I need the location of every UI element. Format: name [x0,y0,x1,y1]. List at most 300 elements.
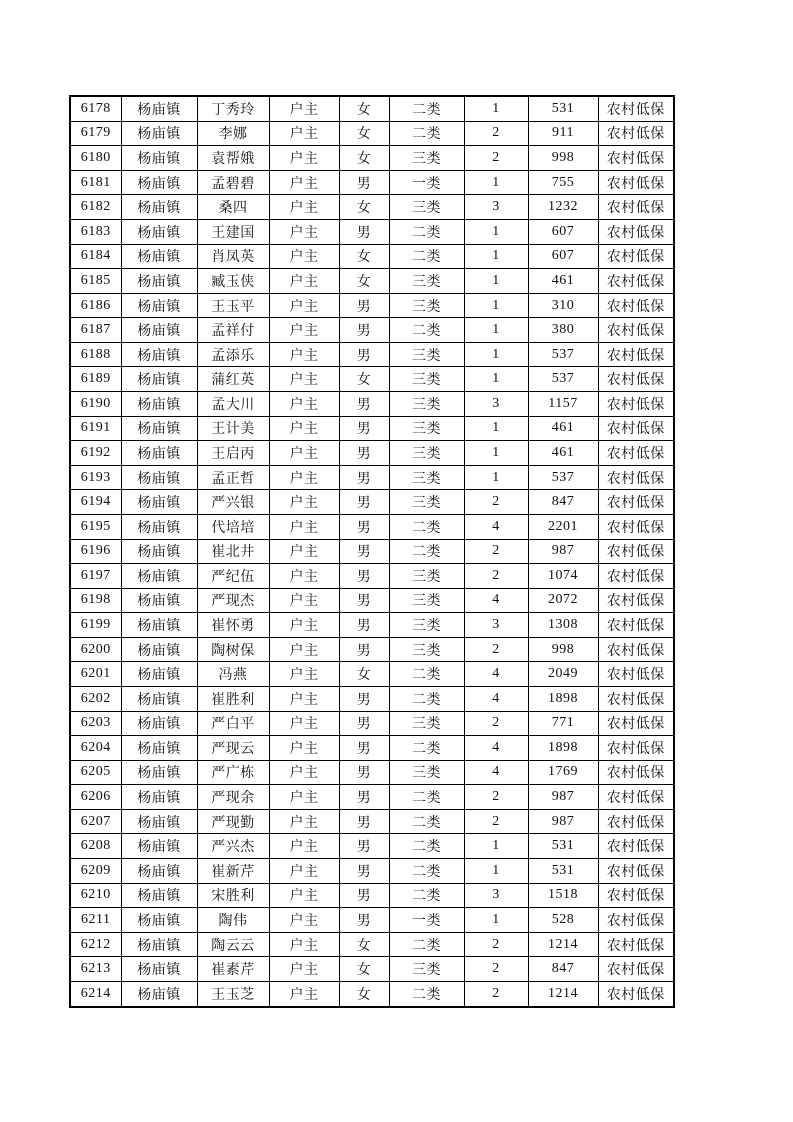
cell-relation: 户主 [269,883,339,908]
cell-town: 杨庙镇 [121,859,197,884]
cell-town: 杨庙镇 [121,195,197,220]
cell-id: 6205 [70,760,121,785]
cell-benefit-type: 农村低保 [598,318,674,343]
cell-amount: 607 [528,219,598,244]
cell-id: 6195 [70,514,121,539]
cell-id: 6194 [70,490,121,515]
cell-id: 6185 [70,269,121,294]
cell-relation: 户主 [269,269,339,294]
cell-category: 三类 [389,342,464,367]
table-row [70,465,674,490]
cell-category: 二类 [389,514,464,539]
cell-id: 6203 [70,711,121,736]
table-row [70,490,674,515]
cell-benefit-type: 农村低保 [598,342,674,367]
cell-id: 6209 [70,859,121,884]
cell-gender: 男 [339,588,389,613]
cell-gender: 男 [339,342,389,367]
cell-category: 二类 [389,785,464,810]
cell-persons: 2 [464,711,528,736]
cell-benefit-type: 农村低保 [598,785,674,810]
cell-name: 严现勤 [197,809,269,834]
cell-persons: 1 [464,244,528,269]
cell-town: 杨庙镇 [121,121,197,146]
cell-gender: 女 [339,195,389,220]
cell-amount: 461 [528,416,598,441]
cell-id: 6186 [70,293,121,318]
cell-category: 三类 [389,588,464,613]
cell-category: 三类 [389,564,464,589]
cell-gender: 女 [339,957,389,982]
table-row [70,637,674,662]
cell-name: 崔素芹 [197,957,269,982]
cell-category: 二类 [389,662,464,687]
cell-id: 6197 [70,564,121,589]
cell-amount: 531 [528,859,598,884]
cell-category: 三类 [389,465,464,490]
cell-id: 6182 [70,195,121,220]
cell-gender: 女 [339,932,389,957]
cell-name: 代培培 [197,514,269,539]
cell-persons: 1 [464,170,528,195]
cell-amount: 755 [528,170,598,195]
cell-benefit-type: 农村低保 [598,613,674,638]
cell-town: 杨庙镇 [121,711,197,736]
cell-gender: 男 [339,293,389,318]
cell-gender: 男 [339,219,389,244]
cell-persons: 1 [464,269,528,294]
cell-town: 杨庙镇 [121,342,197,367]
cell-amount: 537 [528,465,598,490]
cell-gender: 男 [339,883,389,908]
cell-amount: 537 [528,342,598,367]
table-row [70,219,674,244]
table-row [70,269,674,294]
cell-name: 严兴杰 [197,834,269,859]
cell-category: 三类 [389,293,464,318]
cell-town: 杨庙镇 [121,170,197,195]
cell-name: 孟碧碧 [197,170,269,195]
cell-benefit-type: 农村低保 [598,96,674,121]
cell-town: 杨庙镇 [121,564,197,589]
cell-relation: 户主 [269,564,339,589]
cell-town: 杨庙镇 [121,760,197,785]
cell-relation: 户主 [269,416,339,441]
cell-town: 杨庙镇 [121,908,197,933]
cell-persons: 1 [464,465,528,490]
cell-name: 严纪伍 [197,564,269,589]
cell-amount: 998 [528,146,598,171]
cell-relation: 户主 [269,736,339,761]
cell-category: 二类 [389,686,464,711]
cell-amount: 987 [528,785,598,810]
table-row [70,146,674,171]
cell-gender: 男 [339,170,389,195]
cell-benefit-type: 农村低保 [598,859,674,884]
cell-category: 二类 [389,859,464,884]
cell-benefit-type: 农村低保 [598,293,674,318]
cell-gender: 男 [339,711,389,736]
cell-name: 蒲红英 [197,367,269,392]
cell-id: 6189 [70,367,121,392]
table-row [70,195,674,220]
cell-id: 6210 [70,883,121,908]
cell-gender: 男 [339,465,389,490]
cell-persons: 1 [464,416,528,441]
table-row [70,539,674,564]
cell-relation: 户主 [269,318,339,343]
cell-relation: 户主 [269,293,339,318]
table-row [70,416,674,441]
cell-relation: 户主 [269,908,339,933]
cell-persons: 2 [464,785,528,810]
cell-amount: 1769 [528,760,598,785]
table-row [70,711,674,736]
cell-persons: 1 [464,318,528,343]
cell-id: 6202 [70,686,121,711]
table-row [70,170,674,195]
cell-amount: 1214 [528,981,598,1007]
cell-relation: 户主 [269,859,339,884]
cell-amount: 1898 [528,736,598,761]
cell-relation: 户主 [269,441,339,466]
cell-category: 二类 [389,932,464,957]
cell-town: 杨庙镇 [121,883,197,908]
cell-name: 冯燕 [197,662,269,687]
table-row [70,588,674,613]
cell-gender: 男 [339,637,389,662]
cell-amount: 2201 [528,514,598,539]
table-row [70,908,674,933]
cell-benefit-type: 农村低保 [598,392,674,417]
cell-benefit-type: 农村低保 [598,908,674,933]
cell-amount: 1518 [528,883,598,908]
cell-name: 孟祥付 [197,318,269,343]
table-row [70,367,674,392]
cell-relation: 户主 [269,219,339,244]
cell-relation: 户主 [269,662,339,687]
cell-id: 6200 [70,637,121,662]
cell-persons: 2 [464,981,528,1007]
cell-category: 二类 [389,834,464,859]
cell-relation: 户主 [269,932,339,957]
cell-relation: 户主 [269,392,339,417]
table-row [70,318,674,343]
cell-persons: 2 [464,932,528,957]
cell-benefit-type: 农村低保 [598,514,674,539]
cell-name: 孟大川 [197,392,269,417]
cell-benefit-type: 农村低保 [598,957,674,982]
cell-town: 杨庙镇 [121,219,197,244]
cell-town: 杨庙镇 [121,96,197,121]
cell-name: 李娜 [197,121,269,146]
cell-id: 6180 [70,146,121,171]
cell-name: 孟添乐 [197,342,269,367]
table-row [70,957,674,982]
cell-gender: 男 [339,736,389,761]
cell-id: 6187 [70,318,121,343]
cell-persons: 4 [464,760,528,785]
cell-town: 杨庙镇 [121,146,197,171]
table-row [70,244,674,269]
cell-amount: 607 [528,244,598,269]
cell-name: 王玉芝 [197,981,269,1007]
cell-name: 桑四 [197,195,269,220]
cell-name: 王建国 [197,219,269,244]
cell-relation: 户主 [269,981,339,1007]
cell-gender: 男 [339,809,389,834]
cell-relation: 户主 [269,170,339,195]
table-row [70,834,674,859]
cell-town: 杨庙镇 [121,514,197,539]
cell-id: 6183 [70,219,121,244]
cell-id: 6193 [70,465,121,490]
cell-persons: 1 [464,859,528,884]
cell-persons: 3 [464,195,528,220]
cell-name: 王启丙 [197,441,269,466]
cell-id: 6206 [70,785,121,810]
cell-amount: 847 [528,957,598,982]
cell-gender: 男 [339,490,389,515]
cell-relation: 户主 [269,637,339,662]
table-row [70,514,674,539]
cell-persons: 1 [464,342,528,367]
cell-benefit-type: 农村低保 [598,195,674,220]
table-row [70,932,674,957]
cell-amount: 1308 [528,613,598,638]
table-row [70,686,674,711]
table-row [70,981,674,1007]
cell-town: 杨庙镇 [121,785,197,810]
cell-gender: 男 [339,859,389,884]
cell-category: 三类 [389,711,464,736]
cell-id: 6192 [70,441,121,466]
cell-relation: 户主 [269,195,339,220]
cell-benefit-type: 农村低保 [598,932,674,957]
cell-id: 6184 [70,244,121,269]
cell-benefit-type: 农村低保 [598,465,674,490]
cell-name: 崔新芹 [197,859,269,884]
cell-benefit-type: 农村低保 [598,588,674,613]
cell-benefit-type: 农村低保 [598,441,674,466]
cell-gender: 男 [339,392,389,417]
cell-name: 陶云云 [197,932,269,957]
cell-category: 三类 [389,392,464,417]
table-row [70,736,674,761]
table-row [70,859,674,884]
cell-town: 杨庙镇 [121,981,197,1007]
cell-amount: 380 [528,318,598,343]
cell-amount: 1074 [528,564,598,589]
cell-gender: 男 [339,539,389,564]
cell-persons: 4 [464,588,528,613]
cell-id: 6212 [70,932,121,957]
cell-gender: 男 [339,760,389,785]
cell-category: 一类 [389,170,464,195]
cell-relation: 户主 [269,539,339,564]
cell-relation: 户主 [269,613,339,638]
cell-category: 二类 [389,883,464,908]
cell-amount: 1157 [528,392,598,417]
cell-gender: 女 [339,96,389,121]
cell-name: 袁帮娥 [197,146,269,171]
cell-gender: 女 [339,244,389,269]
cell-gender: 女 [339,367,389,392]
cell-benefit-type: 农村低保 [598,637,674,662]
cell-benefit-type: 农村低保 [598,981,674,1007]
cell-town: 杨庙镇 [121,244,197,269]
table-row [70,392,674,417]
cell-category: 三类 [389,269,464,294]
cell-benefit-type: 农村低保 [598,416,674,441]
cell-name: 臧玉侠 [197,269,269,294]
cell-amount: 847 [528,490,598,515]
cell-relation: 户主 [269,711,339,736]
cell-id: 6188 [70,342,121,367]
cell-name: 严现余 [197,785,269,810]
cell-name: 陶伟 [197,908,269,933]
table-row [70,760,674,785]
cell-gender: 男 [339,318,389,343]
cell-category: 二类 [389,121,464,146]
cell-id: 6211 [70,908,121,933]
cell-persons: 1 [464,293,528,318]
cell-benefit-type: 农村低保 [598,244,674,269]
cell-town: 杨庙镇 [121,367,197,392]
cell-id: 6178 [70,96,121,121]
table-row [70,342,674,367]
cell-persons: 2 [464,564,528,589]
cell-category: 二类 [389,219,464,244]
cell-category: 二类 [389,244,464,269]
cell-category: 二类 [389,539,464,564]
cell-id: 6199 [70,613,121,638]
cell-relation: 户主 [269,121,339,146]
cell-persons: 2 [464,539,528,564]
cell-town: 杨庙镇 [121,932,197,957]
cell-gender: 男 [339,908,389,933]
cell-persons: 2 [464,809,528,834]
cell-gender: 女 [339,662,389,687]
cell-gender: 男 [339,834,389,859]
cell-town: 杨庙镇 [121,269,197,294]
cell-category: 三类 [389,760,464,785]
table-row [70,613,674,638]
cell-amount: 531 [528,834,598,859]
cell-relation: 户主 [269,785,339,810]
cell-amount: 987 [528,809,598,834]
cell-town: 杨庙镇 [121,318,197,343]
cell-amount: 461 [528,269,598,294]
cell-persons: 1 [464,834,528,859]
cell-gender: 男 [339,613,389,638]
cell-relation: 户主 [269,588,339,613]
cell-amount: 987 [528,539,598,564]
cell-benefit-type: 农村低保 [598,539,674,564]
cell-name: 陶树保 [197,637,269,662]
cell-name: 严广栋 [197,760,269,785]
cell-gender: 男 [339,686,389,711]
records-table [69,95,675,1008]
cell-town: 杨庙镇 [121,809,197,834]
cell-persons: 1 [464,96,528,121]
cell-gender: 女 [339,269,389,294]
cell-town: 杨庙镇 [121,637,197,662]
cell-id: 6214 [70,981,121,1007]
cell-category: 三类 [389,146,464,171]
cell-gender: 男 [339,564,389,589]
cell-relation: 户主 [269,514,339,539]
cell-persons: 2 [464,490,528,515]
cell-persons: 2 [464,146,528,171]
cell-gender: 男 [339,785,389,810]
cell-amount: 531 [528,96,598,121]
cell-town: 杨庙镇 [121,416,197,441]
cell-benefit-type: 农村低保 [598,219,674,244]
cell-id: 6196 [70,539,121,564]
cell-id: 6204 [70,736,121,761]
cell-benefit-type: 农村低保 [598,146,674,171]
cell-persons: 4 [464,662,528,687]
cell-town: 杨庙镇 [121,539,197,564]
cell-relation: 户主 [269,760,339,785]
cell-town: 杨庙镇 [121,613,197,638]
cell-category: 二类 [389,736,464,761]
cell-amount: 1898 [528,686,598,711]
cell-benefit-type: 农村低保 [598,686,674,711]
cell-amount: 771 [528,711,598,736]
cell-persons: 2 [464,637,528,662]
cell-category: 三类 [389,957,464,982]
cell-name: 严现杰 [197,588,269,613]
cell-amount: 1232 [528,195,598,220]
cell-persons: 4 [464,736,528,761]
cell-category: 二类 [389,318,464,343]
cell-town: 杨庙镇 [121,736,197,761]
cell-benefit-type: 农村低保 [598,736,674,761]
cell-persons: 3 [464,613,528,638]
cell-category: 一类 [389,908,464,933]
cell-persons: 1 [464,219,528,244]
table-row [70,564,674,589]
cell-benefit-type: 农村低保 [598,662,674,687]
cell-town: 杨庙镇 [121,834,197,859]
cell-persons: 2 [464,957,528,982]
cell-name: 丁秀玲 [197,96,269,121]
cell-name: 宋胜利 [197,883,269,908]
cell-persons: 4 [464,686,528,711]
cell-name: 严现云 [197,736,269,761]
cell-persons: 1 [464,367,528,392]
table-row [70,785,674,810]
cell-id: 6181 [70,170,121,195]
cell-id: 6213 [70,957,121,982]
cell-id: 6207 [70,809,121,834]
cell-benefit-type: 农村低保 [598,760,674,785]
cell-relation: 户主 [269,465,339,490]
cell-id: 6208 [70,834,121,859]
cell-category: 三类 [389,195,464,220]
table-row [70,809,674,834]
cell-category: 三类 [389,490,464,515]
cell-benefit-type: 农村低保 [598,711,674,736]
cell-name: 崔怀勇 [197,613,269,638]
cell-name: 崔胜利 [197,686,269,711]
cell-town: 杨庙镇 [121,465,197,490]
cell-town: 杨庙镇 [121,293,197,318]
cell-amount: 461 [528,441,598,466]
table-row [70,662,674,687]
